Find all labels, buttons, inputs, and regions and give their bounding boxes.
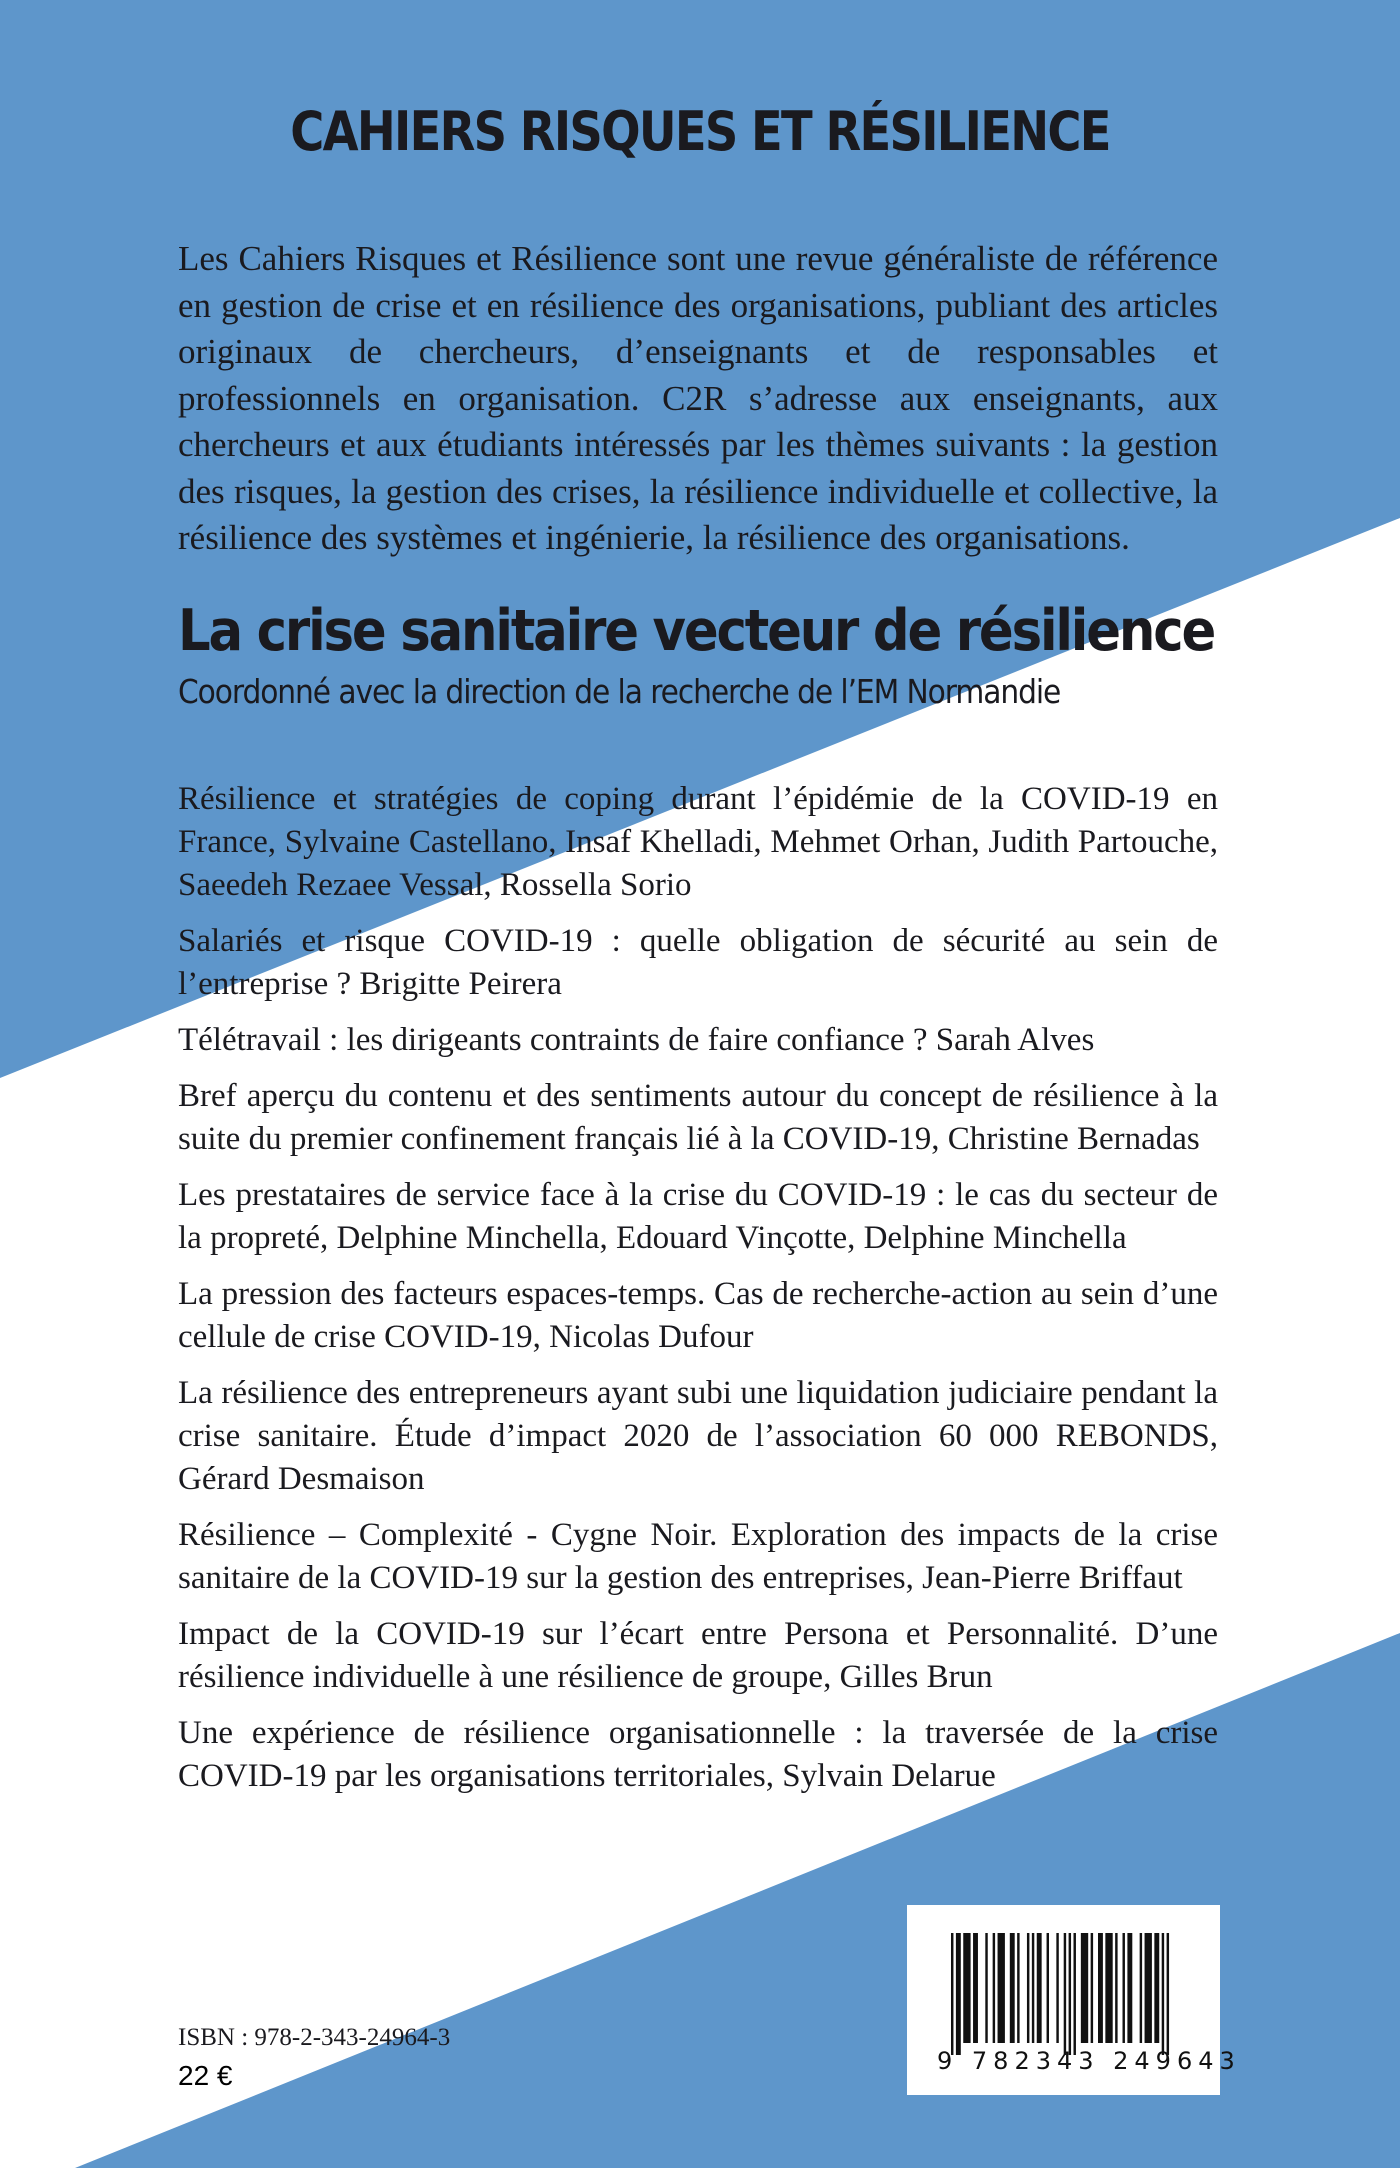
barcode [907,1905,1241,2095]
table-of-contents [178,778,1218,1811]
toc-item: Salariés et risque COVID-19 : quelle obligation de sécurité au sein de l’entreprise ? Brigitte Peirera [178,923,1218,1002]
barcode-bar [1032,1933,1034,2043]
barcode-bar [1074,1933,1076,2055]
barcode-bar [993,1933,995,2043]
barcode-bar [1069,1933,1071,2055]
barcode-bar [1154,1933,1159,2043]
toc-item: Une expérience de résilience organisationnelle : la traversée de la crise COVID-19 par les organisations territoriales, Sylvain Delarue [178,1715,1218,1794]
barcode-bar [963,1933,970,2043]
barcode-bar [1017,1933,1019,2043]
barcode-bar [985,1933,987,2043]
barcode-bar [1010,1933,1015,2043]
barcode-bar [1027,1933,1029,2043]
series-description: Les Cahiers Risques et Résilience sont une revue généraliste de référence en gestion de crise et en résilience des organisations, publiant des articles originaux de chercheurs, d’enseignants et de responsables et professionnels en organisation. C2R s’adresse aux enseignants, aux chercheurs et aux étudiants intéressés par les thèmes suivants : la gestion des risques, la gestion des crises, la résilience individuelle et collective, la résilience des systèmes et ingénierie, la résilience des organisations. [178,239,1218,557]
toc-item: Impact de la COVID-19 sur l’écart entre Persona et Personnalité. D’une résilience individuelle à une résilience de groupe, Gilles Brun [178,1616,1218,1695]
barcode-bar [1145,1933,1152,2043]
isbn-label: ISBN : 978-2-343-24964-3 [178,2024,451,2051]
toc-item: Télétravail : les dirigeants contraints de faire confiance ? Sarah Alves [178,1022,1095,1058]
barcode-bar [951,1933,953,2055]
barcode-bar [973,1933,978,2043]
barcode-bar [1037,1933,1042,2043]
price-label: 22 € [178,2060,233,2091]
barcode-bar [1115,1933,1117,2043]
toc-item: La pression des facteurs espaces-temps. Cas de recherche-action au sein d’une cellule de crise COVID-19, Nicolas Dufour [178,1276,1218,1355]
barcode-bar [956,1933,961,2055]
barcode-bar [1123,1933,1125,2043]
toc-item: Résilience – Complexité - Cygne Noir. Exploration des impacts de la crise sanitaire de la COVID-19 sur la gestion des entreprises, Jean-Pierre Briffaut [178,1517,1218,1596]
barcode-bar [1167,1933,1169,2055]
barcode-bar [1105,1933,1112,2043]
barcode-bar [1140,1933,1142,2043]
barcode-bar [1056,1933,1058,2043]
barcode-bar [1064,1933,1066,2055]
barcode-digits: 9 782343 249643 [937,2047,1241,2075]
barcode-bar [1127,1933,1132,2043]
toc-item: Bref aperçu du contenu et des sentiments autour du concept de résilience à la suite du premier confinement français lié à la COVID-19, Christine Bernadas [178,1078,1218,1157]
volume-subtitle: Coordonné avec la direction de la recherche de l’EM Normandie [178,672,1061,711]
barcode-bar [1091,1933,1093,2043]
barcode-bar [1047,1933,1049,2043]
series-title: CAHIERS RISQUES ET RÉSILIENCE [290,100,1110,163]
barcode-bar [1098,1933,1103,2043]
barcode-bar [998,1933,1005,2043]
toc-item: La résilience des entrepreneurs ayant subi une liquidation judiciaire pendant la crise sanitaire. Étude d’impact 2020 de l’association 60 000 REBONDS, Gérard Desmaison [178,1375,1218,1497]
toc-item: Résilience et stratégies de coping durant l’épidémie de la COVID-19 en France, Sylvaine Castellano, Insaf Khelladi, Mehmet Orhan, Judith Partouche, Saeedeh Rezaee Vessal, Rossella Sorio [178,781,1218,903]
barcode-bar [1081,1933,1088,2043]
barcode-bar [1162,1933,1164,2055]
toc-item: Les prestataires de service face à la crise du COVID-19 : le cas du secteur de la propreté, Delphine Minchella, Edouard Vinçotte, Delphine Minchella [178,1177,1218,1256]
volume-title: La crise sanitaire vecteur de résilience [178,598,1215,664]
